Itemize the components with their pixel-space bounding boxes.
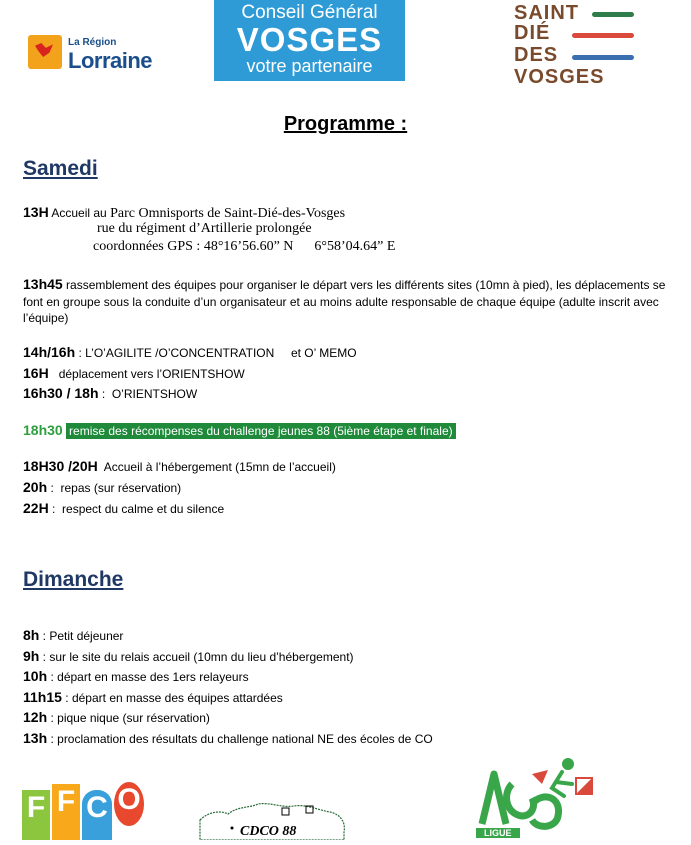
rassemblement-text: rassemblement des équipes pour organiser le départ vers les différents sites (10mn à pied), les déplacements se font en groupe sous la conduite d’un organisateur et au moins adulte responsable de chaque équipe (adulte inscrit avec l’équipe) [23, 278, 666, 325]
dimanche-line [23, 647, 354, 666]
conseil-general-vosges-logo [214, 0, 405, 81]
vosges-logo-line1: Conseil Général [241, 2, 378, 23]
event-text: déplacement vers l’ORIENTSHOW [58, 367, 245, 381]
event-time: 16H [23, 365, 49, 381]
dimanche-time: 8h [23, 627, 40, 643]
dimanche-line [23, 667, 249, 686]
dimanche-line [23, 688, 283, 707]
event-line [23, 343, 357, 362]
evening-line [23, 499, 224, 518]
accueil-time: 13H [23, 204, 49, 220]
dimanche-line [23, 708, 210, 727]
highlight-time: 18h30 [23, 422, 63, 438]
dimanche-time: 11h15 [23, 689, 62, 705]
event-sep: : [75, 346, 86, 360]
saintdie-word-3: DES [514, 44, 559, 66]
dimanche-text: pique nique (sur réservation) [57, 711, 210, 725]
saintdie-word-2: DIÉ [514, 22, 551, 44]
event-text: O’RIENTSHOW [111, 387, 198, 401]
lorraine-logo-small: La Région [68, 37, 117, 48]
dimanche-text: départ en masse des équipes attardées [71, 691, 283, 705]
rassemblement-time: 13h45 [23, 276, 63, 292]
dimanche-time: 12h [23, 709, 48, 725]
evening-time: 22H [23, 500, 49, 516]
evening-text: repas (sur réservation) [60, 481, 182, 495]
ffco-letter-3: C [82, 790, 112, 840]
ligue-label: LIGUE [476, 828, 520, 838]
cdco-label: CDCO 88 [240, 824, 297, 839]
dimanche-text: sur le site du relais accueil (10mn du lieu d’hébergement) [49, 650, 354, 664]
highlight-line [23, 421, 456, 440]
event-sep: : [98, 387, 112, 401]
accueil-place: Parc Omnisports de Saint-Dié-des-Vosges [110, 206, 346, 221]
dimanche-time: 10h [23, 668, 48, 684]
ffco-logo [22, 776, 144, 840]
accueil-label: Accueil au [51, 206, 107, 220]
event-line [23, 384, 197, 403]
rassemblement-paragraph [23, 276, 673, 327]
event-time: 16h30 / 18h [23, 385, 99, 401]
dimanche-time: 9h [23, 648, 40, 664]
saint-die-logo [514, 3, 644, 93]
dimanche-line [23, 729, 433, 748]
dimanche-sep: : [47, 711, 58, 725]
ligue-logo [472, 754, 602, 840]
dimanche-heading: Dimanche [23, 568, 124, 591]
ffco-letter-1: F [22, 790, 50, 840]
page-title: Programme : [283, 113, 408, 135]
accueil-line [23, 203, 345, 223]
vosges-logo-line2: VOSGES [236, 21, 383, 58]
evening-line [23, 457, 336, 476]
evening-time: 18H30 /20H [23, 458, 98, 474]
dimanche-sep: : [39, 629, 50, 643]
dimanche-sep: : [47, 670, 58, 684]
event-text: L’O’AGILITE /O’CONCENTRATION et O’ MEMO [85, 346, 357, 360]
region-lorraine-logo [28, 30, 178, 80]
evening-sep: : [48, 502, 63, 516]
evening-time: 20h [23, 479, 48, 495]
saintdie-red-stripe [572, 33, 634, 38]
dimanche-sep: : [61, 691, 72, 705]
lorraine-logo-big: Lorraine [68, 48, 153, 73]
dimanche-sep: : [47, 732, 58, 746]
saintdie-word-4: VOSGES [514, 66, 605, 88]
highlight-text: remise des récompenses du challenge jeunes 88 (5ième étape et finale) [66, 423, 456, 439]
dimanche-text: proclamation des résultats du challenge national NE des écoles de CO [57, 732, 433, 746]
event-time: 14h/16h [23, 344, 76, 360]
evening-text: respect du calme et du silence [62, 502, 225, 516]
evening-sep: : [47, 481, 61, 495]
ffco-letter-2: F [52, 784, 80, 840]
saintdie-green-stripe [592, 12, 634, 17]
dimanche-line [23, 626, 123, 645]
dimanche-time: 13h [23, 730, 48, 746]
ffco-letter-4: O [114, 782, 144, 826]
dimanche-text: départ en masse des 1ers relayeurs [57, 670, 249, 684]
cdco88-logo [198, 798, 348, 840]
saintdie-word-1: SAINT [514, 2, 579, 24]
samedi-heading: Samedi [23, 157, 98, 180]
event-sep [49, 367, 59, 381]
accueil-gps: coordonnées GPS : 48°16’56.60” N 6°58’04.64” E [93, 239, 396, 254]
vosges-logo-line3: votre partenaire [246, 56, 373, 76]
event-line [23, 364, 245, 383]
evening-line [23, 478, 181, 497]
saintdie-blue-stripe [572, 55, 634, 60]
accueil-street: rue du régiment d’Artillerie prolongée [97, 221, 312, 236]
lorraine-emblem-icon [28, 35, 62, 69]
evening-text: Accueil à l’hébergement (15mn de l’accueil) [103, 460, 336, 474]
dimanche-text: Petit déjeuner [49, 629, 124, 643]
dimanche-sep: : [39, 650, 50, 664]
